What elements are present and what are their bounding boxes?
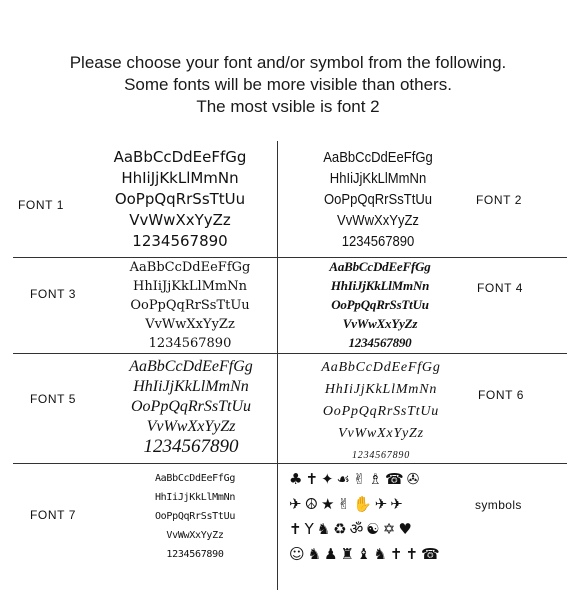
column-divider: [277, 141, 278, 261]
font-1-label: FONT 1: [18, 198, 65, 212]
font-1-line: HhIiJjKkLlMmNn: [121, 169, 239, 187]
font-7-line: HhIiJjKkLlMmNn: [154, 492, 236, 503]
font-6-line: 1234567890: [352, 450, 410, 461]
font-grid: [13, 141, 567, 590]
font-5-line: 1234567890: [143, 436, 239, 457]
symbol-row: ☺♞♟♜♝♞✝✝☎: [289, 545, 443, 563]
font-4-line: OoPpQqRrSsTtUu: [331, 297, 429, 312]
font-4-line: HhIiJjKkLlMmNn: [330, 278, 430, 293]
font-6-line: AaBbCcDdEeFfGg: [321, 360, 441, 375]
font-5-line: OoPpQqRrSsTtUu: [130, 398, 251, 415]
font-6-sample: [291, 357, 471, 467]
font-7-label: FONT 7: [30, 508, 77, 522]
font-3-line: OoPpQqRrSsTtUu: [130, 298, 250, 313]
font-6-line: OoPpQqRrSsTtUu: [322, 404, 440, 419]
symbol-row: ✝Y♞♻ॐ☯✡♥: [289, 520, 415, 538]
heading-line-2: Some fonts will be more visible than others.: [124, 75, 452, 94]
font-2-line: VvWwXxYyZz: [337, 213, 419, 229]
font-2-line: HhIiJjKkLlMmNn: [329, 171, 427, 187]
font-7-line: 1234567890: [166, 549, 224, 560]
font-2-label: FONT 2: [476, 193, 523, 207]
font-6-label: FONT 6: [478, 388, 525, 402]
font-5-sample: [106, 357, 276, 457]
font-1-sample: [95, 147, 265, 252]
font-3-line: VvWwXxYyZz: [145, 317, 235, 332]
symbols-label: symbols: [475, 498, 522, 512]
font-1-line: 1234567890: [132, 232, 228, 250]
font-7-line: AaBbCcDdEeFfGg: [154, 473, 236, 484]
font-2-sample: [297, 148, 459, 253]
font-3-line: HhIiJjKkLlMmNn: [132, 279, 247, 294]
font-4-line: 1234567890: [348, 335, 412, 350]
font-1-line: VvWwXxYyZz: [129, 211, 231, 229]
font-5-line: VvWwXxYyZz: [146, 418, 236, 435]
font-1-line: AaBbCcDdEeFfGg: [113, 148, 247, 166]
font-1-line: OoPpQqRrSsTtUu: [114, 190, 246, 208]
heading-line-3: The most vsible is font 2: [196, 97, 380, 116]
column-divider: [277, 261, 278, 590]
font-7-sample: [115, 469, 275, 564]
font-6-line: VvWwXxYyZz: [338, 426, 424, 441]
font-5-label: FONT 5: [30, 392, 77, 406]
font-5-line: AaBbCcDdEeFfGg: [129, 358, 253, 375]
heading-line-1: Please choose your font and/or symbol from the following.: [69, 53, 507, 72]
font-2-line: AaBbCcDdEeFfGg: [323, 150, 433, 166]
row-divider: [13, 257, 567, 258]
font-4-line: AaBbCcDdEeFfGg: [329, 259, 431, 274]
font-3-label: FONT 3: [30, 287, 77, 301]
row-divider: [13, 353, 567, 354]
symbol-row: ♣✝✦☙✌♗☎✇: [289, 470, 423, 488]
row-divider: [13, 463, 567, 464]
symbol-set: [289, 467, 479, 567]
font-4-label: FONT 4: [477, 281, 524, 295]
font-2-line: OoPpQqRrSsTtUu: [323, 192, 433, 208]
font-3-line: AaBbCcDdEeFfGg: [129, 260, 251, 275]
font-3-line: 1234567890: [148, 336, 232, 351]
font-2-line: 1234567890: [341, 234, 415, 250]
font-4-line: VvWwXxYyZz: [342, 316, 418, 331]
font-6-line: HhIiJjKkLlMmNn: [324, 382, 438, 397]
font-3-sample: [105, 258, 275, 353]
font-4-sample: [295, 257, 465, 352]
symbol-row: ✈☮★✌✋✈✈: [289, 495, 406, 513]
font-7-line: VvWwXxYyZz: [166, 530, 224, 541]
font-5-line: HhIiJjKkLlMmNn: [133, 378, 249, 395]
font-7-line: OoPpQqRrSsTtUu: [154, 511, 236, 522]
